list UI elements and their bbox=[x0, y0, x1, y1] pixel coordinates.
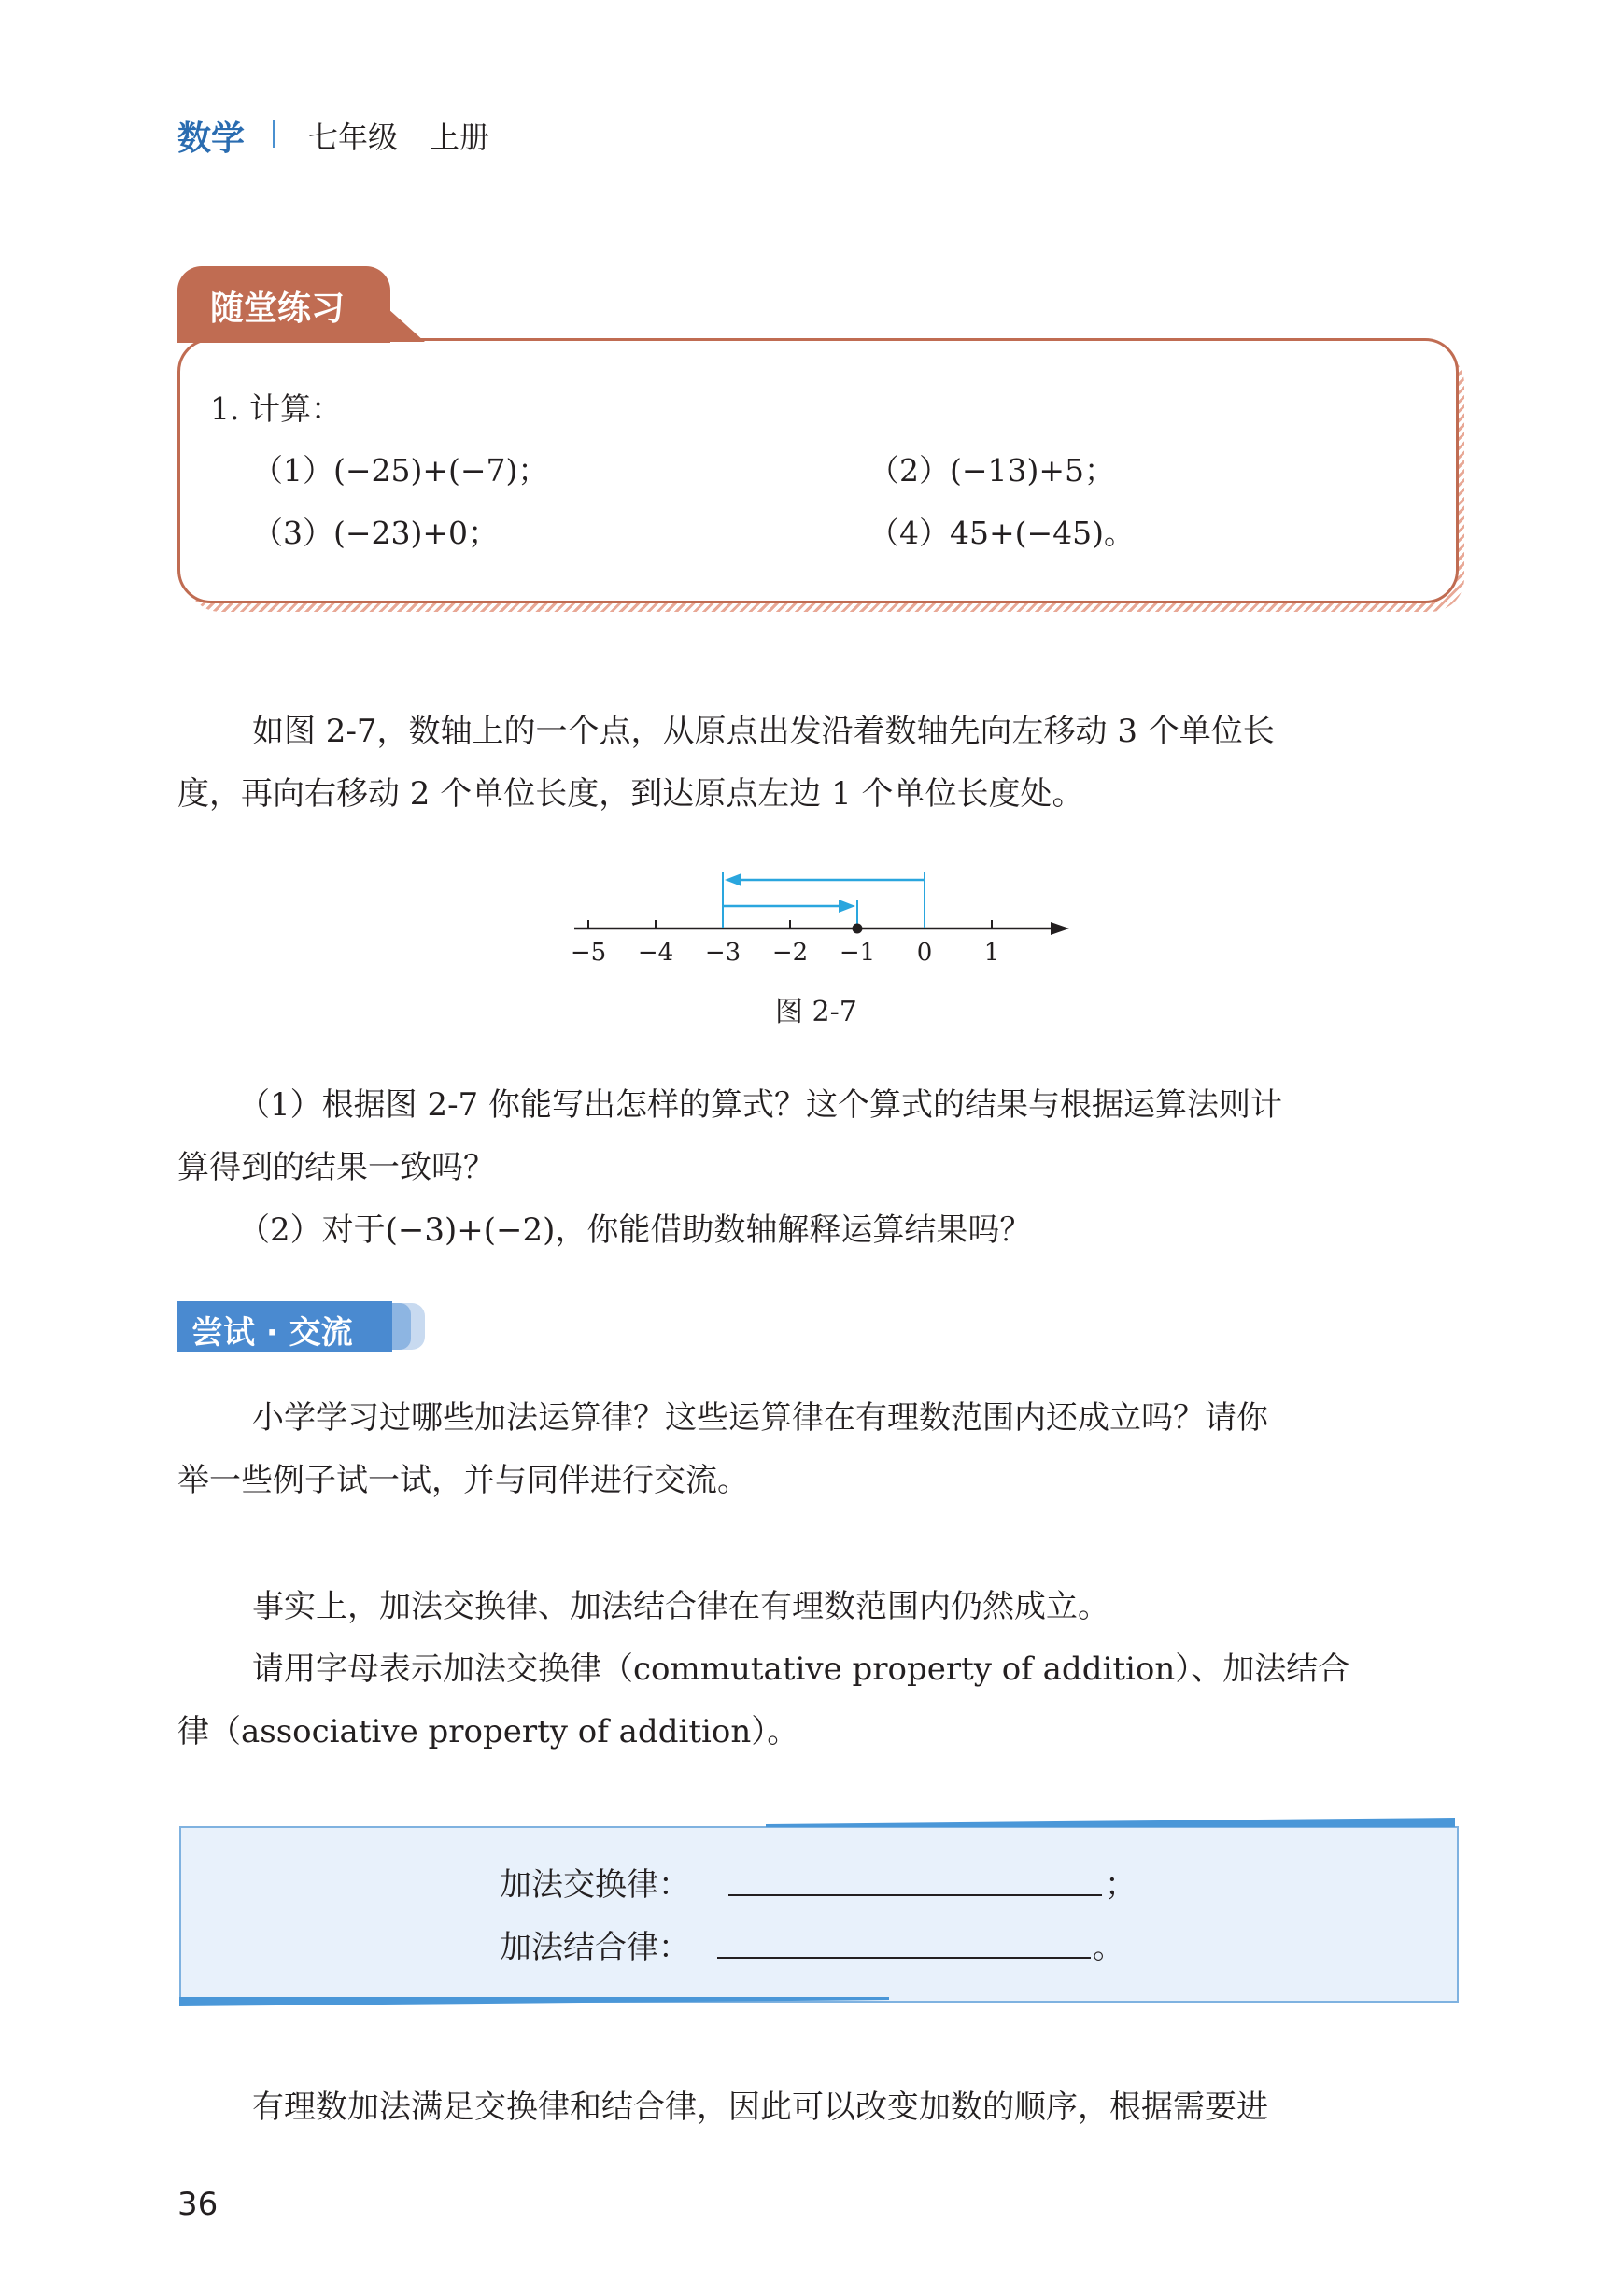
number-line-figure bbox=[560, 859, 1083, 971]
closing-line-1: 有理数加法满足交换律和结合律，因此可以改变加数的顺序，根据需要进 bbox=[252, 2089, 1268, 2126]
axis-tick-label: −3 bbox=[704, 939, 741, 967]
exercise-title: 随堂练习 bbox=[210, 290, 346, 328]
intro-line-2: 度，再向右移动 2 个单位长度，到达原点左边 1 个单位长度处。 bbox=[177, 775, 1084, 813]
end-point-dot bbox=[853, 924, 863, 934]
exercise-item-2: （2）(−13)+5； bbox=[868, 452, 1116, 489]
subject-title: 数学 bbox=[177, 120, 246, 158]
exercise-tab-corner bbox=[388, 308, 425, 342]
axis-tick-label: −1 bbox=[839, 939, 876, 967]
section-line-1: 小学学习过哪些加法运算律？这些运算律在有理数范围内还成立吗？请你 bbox=[252, 1399, 1268, 1437]
associative-label: 加法结合律： bbox=[500, 1929, 690, 1966]
fill-in-box bbox=[179, 1826, 1459, 2003]
axis-tick-label: −4 bbox=[637, 939, 674, 967]
exercise-question-label: 1. 计算： bbox=[210, 390, 342, 427]
exercise-item-1: （1）(−25)+(−7)； bbox=[252, 452, 549, 489]
axis-tick-label: −2 bbox=[771, 939, 809, 967]
axis-tick-label: 1 bbox=[983, 939, 1000, 967]
associative-blank[interactable] bbox=[717, 1957, 1091, 1959]
figure-caption: 图 2-7 bbox=[775, 996, 857, 1028]
right-arrowhead-icon bbox=[839, 900, 855, 913]
facts-line-2: 请用字母表示加法交换律（commutative property of addition）、加法结合 bbox=[252, 1650, 1350, 1688]
commutative-blank[interactable] bbox=[728, 1894, 1102, 1896]
facts-line-1: 事实上，加法交换律、加法结合律在有理数范围内仍然成立。 bbox=[252, 1588, 1109, 1625]
page-number: 36 bbox=[177, 2186, 219, 2223]
intro-line-1: 如图 2-7，数轴上的一个点，从原点出发沿着数轴先向左移动 3 个单位长 bbox=[252, 713, 1275, 750]
axis-arrowhead-icon bbox=[1051, 922, 1069, 935]
volume-label: 上册 bbox=[430, 120, 490, 155]
section-title: 尝试 · 交流 bbox=[191, 1314, 353, 1352]
fill-box-top-stripe bbox=[766, 1818, 1455, 1827]
question-1-line-2: 算得到的结果一致吗？ bbox=[177, 1149, 495, 1186]
question-2: （2）对于(−3)+(−2)，你能借助数轴解释运算结果吗？ bbox=[238, 1211, 1032, 1249]
associative-end: 。 bbox=[1093, 1929, 1124, 1966]
left-arrowhead-icon bbox=[725, 873, 741, 886]
facts-line-3: 律（associative property of addition）。 bbox=[177, 1713, 799, 1750]
question-1-line-1: （1）根据图 2-7 你能写出怎样的算式？这个算式的结果与根据运算法则计 bbox=[238, 1086, 1282, 1124]
exercise-item-3: （3）(−23)+0； bbox=[252, 515, 500, 551]
commutative-end: ； bbox=[1105, 1866, 1137, 1904]
header-divider bbox=[273, 120, 275, 148]
axis-tick-label: −5 bbox=[570, 939, 607, 967]
commutative-label: 加法交换律： bbox=[500, 1866, 690, 1904]
section-line-2: 举一些例子试一试，并与同伴进行交流。 bbox=[177, 1462, 749, 1499]
exercise-item-4: （4）45+(−45)。 bbox=[868, 515, 1136, 551]
grade-label: 七年级 bbox=[308, 120, 399, 155]
axis-tick-label: 0 bbox=[916, 939, 933, 967]
